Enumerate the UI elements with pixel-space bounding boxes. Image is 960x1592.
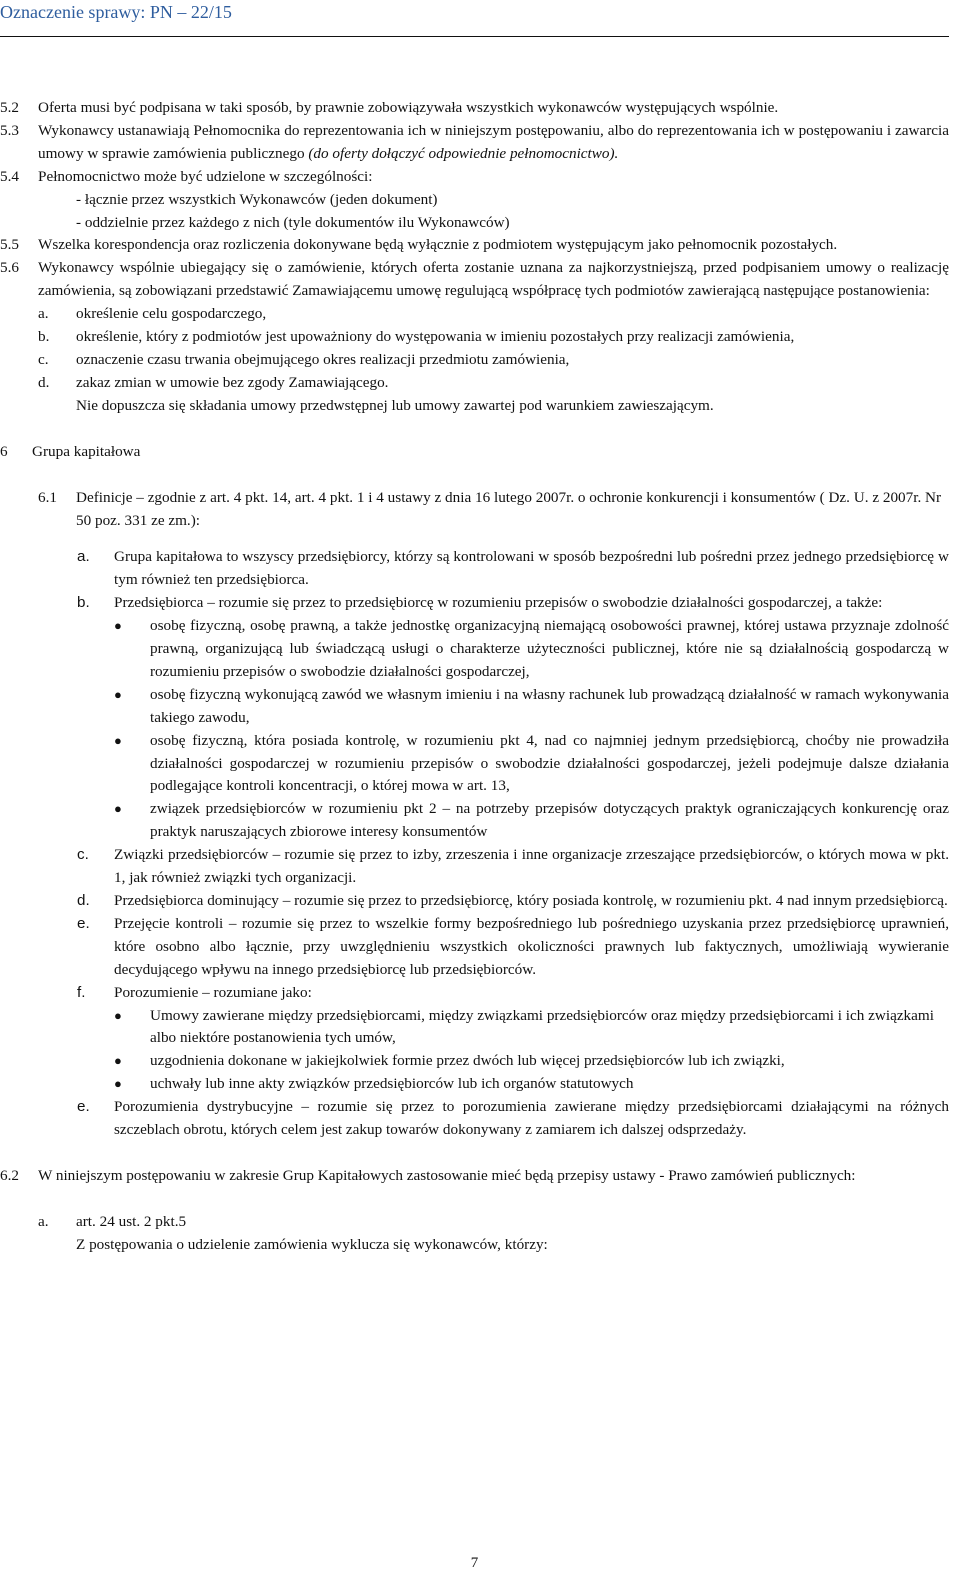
paragraph-text: Pełnomocnictwo może być udzielone w szczególności: bbox=[38, 167, 373, 185]
list-text: Porozumienia dystrybucyjne – rozumie się przez to porozumienia zawierane między przedsiębiorcami działającymi na różnych szczeblach obrotu, których celem jest zakup towarów dokonywany z zamiarem ich dalszej odsprzedaży. bbox=[114, 1098, 949, 1139]
bullet-icon: ● bbox=[114, 1076, 122, 1092]
bullet-item bbox=[114, 615, 949, 684]
list-label: a. bbox=[38, 1212, 49, 1230]
list-label: f. bbox=[77, 983, 86, 1001]
list-subtext: Z postępowania o udzielenie zamówienia wyklucza się wykonawców, którzy: bbox=[76, 1235, 548, 1253]
header-rule bbox=[0, 36, 949, 37]
bullet-text: Umowy zawierane między przedsiębiorcami, między związkami przedsiębiorców oraz między przedsiębiorcami i ich związkami albo niektóre postanowienia tych umów, bbox=[150, 1006, 934, 1047]
list-text: Przedsiębiorca – rozumie się przez to przedsiębiorcę w rozumieniu przepisów o swobodzie działalności gospodarczej, a także: bbox=[114, 594, 883, 612]
bullet-icon: ● bbox=[114, 1007, 122, 1023]
definition-item bbox=[77, 844, 949, 890]
paragraph-text: Wszelka korespondencja oraz rozliczenia dokonywane będą wyłącznie z podmiotem występującym jako pełnomocnik pozostałych. bbox=[38, 236, 838, 254]
bullet-icon: ● bbox=[114, 618, 122, 634]
bullet-icon: ● bbox=[114, 732, 122, 748]
list-label: d. bbox=[77, 892, 90, 909]
list-item bbox=[38, 326, 949, 349]
list-text: art. 24 ust. 2 pkt.5 bbox=[76, 1212, 187, 1230]
list-text: Przejęcie kontroli – rozumie się przez to wszelkie formy bezpośredniego lub pośredniego uzyskania przez przedsiębiorcę uprawnień, które osobno albo łącznie, przy uwzględnieniu wszystkich okoliczności prawnych lub faktycznych, umożliwiają wywieranie decydującego wpływu na innego przedsiębiorcę lub przedsiębiorców. bbox=[114, 914, 949, 978]
list-text: Przedsiębiorca dominujący – rozumie się przez to przedsiębiorcę, który posiada kontrolę, w rozumieniu pkt. 4 nad innym przedsiębiorcą. bbox=[114, 892, 948, 909]
bullet-text: uzgodnienia dokonane w jakiejkolwiek formie przez dwóch lub więcej przedsiębiorców lub ich związki, bbox=[150, 1052, 785, 1070]
list-text: oznaczenie czasu trwania obejmującego okres realizacji przedmiotu zamówienia, bbox=[76, 350, 570, 368]
definition-item bbox=[77, 913, 949, 982]
document-header bbox=[0, 0, 949, 24]
list-text: Porozumienie – rozumiane jako: bbox=[114, 983, 312, 1001]
definition-item bbox=[77, 592, 949, 615]
closing-note: Nie dopuszcza się składania umowy przedwstępnej lub umowy zawartej pod warunkiem zawieszającym. bbox=[76, 396, 714, 414]
paragraph-5-3 bbox=[0, 120, 949, 166]
list-label: b. bbox=[77, 594, 90, 612]
definition-item bbox=[77, 1096, 949, 1142]
bullet-text: osobę fizyczną wykonującą zawód we własnym imieniu i na własny rachunek lub prowadzącą działalność w ramach wykonywania takiego zawodu, bbox=[150, 685, 949, 726]
list-label: b. bbox=[38, 328, 50, 346]
paragraph-6-2 bbox=[0, 1165, 949, 1188]
list-label: c. bbox=[77, 846, 89, 864]
bullet-icon: ● bbox=[114, 1053, 122, 1069]
bullet-text: osobę fizyczną, osobę prawną, a także jednostkę organizacyjną niemającą osobowości prawnej, której ustawa przyznaje zdolność prawną, organizującą lub świadczącą usługi o charakterze użyteczności publicznej, które nie są działalnością gospodarczą w rozumieniu przepisów o swobodzie działalności gospodarczej, bbox=[150, 617, 949, 680]
bullet-item bbox=[114, 684, 949, 730]
section-number: 6 bbox=[0, 442, 8, 460]
list-text: zakaz zmian w umowie bez zgody Zamawiającego. bbox=[76, 373, 389, 391]
definition-item bbox=[77, 546, 949, 592]
paragraph-number: 5.2 bbox=[0, 99, 19, 116]
list-item bbox=[38, 303, 949, 326]
bullet-icon: ● bbox=[114, 801, 122, 817]
bullet-item bbox=[114, 1050, 949, 1073]
paragraph-number: 5.6 bbox=[0, 259, 19, 277]
paragraph-5-6 bbox=[0, 257, 949, 303]
page-number: 7 bbox=[470, 1555, 479, 1571]
list-label: a. bbox=[77, 548, 90, 566]
bullet-item bbox=[114, 1005, 949, 1051]
paragraph-text: Definicje – zgodnie z art. 4 pkt. 14, art. 4 pkt. 1 i 4 ustawy z dnia 16 lutego 2007r. o ochronie konkurencji i konsumentów ( Dz. U. z 2007r. Nr 50 poz. 331 ze zm.): bbox=[76, 488, 942, 529]
paragraph-text: W niniejszym postępowaniu w zakresie Grup Kapitałowych zastosowanie mieć będą przepisy ustawy - Prawo zamówień publicznych: bbox=[38, 1166, 856, 1184]
definition-item bbox=[77, 982, 949, 1005]
list-text: Grupa kapitałowa to wszyscy przedsiębiorcy, którzy są kontrolowani w sposób bezpośredni lub pośredni przez jednego przedsiębiorcę w tym również ten przedsiębiorca. bbox=[114, 548, 949, 589]
paragraph-number: 5.5 bbox=[0, 236, 19, 254]
list-text: określenie celu gospodarczego, bbox=[76, 305, 267, 323]
definition-item bbox=[77, 890, 949, 913]
list-text: Związki przedsiębiorców – rozumie się przez to izby, zrzeszenia i inne organizacje zrzeszające przedsiębiorców, o których mowa w pkt. 1, jak również związki tych organizacji. bbox=[114, 846, 949, 887]
document-body bbox=[0, 97, 949, 1257]
list-item bbox=[38, 372, 949, 395]
list-text: określenie, który z podmiotów jest upoważniony do występowania w imieniu pozostałych przy realizacji zamówienia, bbox=[76, 328, 795, 346]
list-label: e. bbox=[77, 1098, 90, 1116]
case-number: Oznaczenie sprawy: PN – 22/15 bbox=[0, 2, 232, 22]
paragraph-text: Wykonawcy wspólnie ubiegający się o zamówienie, których oferta zostanie uznana za najkorzystniejszą, przed podpisaniem umowy o realizację zamówienia, są zobowiązani przedstawić Zamawiającemu umowę regulującą współpracę tych podmiotów zawierającą następujące postanowienia: bbox=[38, 259, 949, 300]
list-label: a. bbox=[38, 305, 49, 323]
list-item bbox=[38, 349, 949, 372]
paragraph-note: (do oferty dołączyć odpowiednie pełnomocnictwo). bbox=[308, 144, 619, 162]
paragraph-text: Wykonawcy ustanawiają Pełnomocnika do reprezentowania ich w niniejszym postępowaniu, albo do reprezentowania ich w postępowaniu i zawarcia umowy w sprawie zamówienia publicznego bbox=[38, 121, 949, 162]
bullet-icon: ● bbox=[114, 686, 122, 702]
paragraph-number: 5.4 bbox=[0, 167, 19, 185]
paragraph-number: 5.3 bbox=[0, 121, 19, 139]
list-label: c. bbox=[38, 350, 49, 368]
paragraph-number: 6.1 bbox=[38, 488, 57, 506]
bullet-text: związek przedsiębiorców w rozumieniu pkt 2 – na potrzeby przepisów dotyczących praktyk ograniczających konkurencję oraz praktyk naruszających zbiorowe interesy konsumentów bbox=[150, 800, 949, 841]
list-label: e. bbox=[77, 914, 90, 932]
bullet-item bbox=[114, 1073, 949, 1096]
paragraph-5-4 bbox=[0, 166, 949, 189]
section-heading bbox=[0, 441, 949, 464]
list-item bbox=[38, 1211, 949, 1234]
dash-item: - oddzielnie przez każdego z nich (tyle dokumentów ilu Wykonawców) bbox=[76, 213, 510, 231]
paragraph-5-5 bbox=[0, 234, 949, 257]
bullet-text: osobę fizyczną, która posiada kontrolę, w rozumieniu pkt 4, nad co najmniej jednym przedsiębiorcą, choćby nie prowadziła działalności gospodarczej w rozumieniu przepisów o swobodzie działalności gospodarczej, jeżeli podejmuje dalsze działania podlegające kontroli koncentracji, o której mowa w art. 13, bbox=[150, 731, 949, 795]
dash-item: - łącznie przez wszystkich Wykonawców (jeden dokument) bbox=[76, 190, 438, 208]
paragraph-6-1 bbox=[38, 487, 949, 533]
list-label: d. bbox=[38, 373, 50, 391]
bullet-item bbox=[114, 730, 949, 799]
section-title: Grupa kapitałowa bbox=[32, 442, 141, 460]
paragraph-number: 6.2 bbox=[0, 1166, 19, 1184]
paragraph-text: Oferta musi być podpisana w taki sposób, by prawnie zobowiązywała wszystkich wykonawców występujących wspólnie. bbox=[38, 99, 779, 116]
bullet-text: uchwały lub inne akty związków przedsiębiorców lub ich organów statutowych bbox=[150, 1075, 634, 1093]
paragraph-5-2 bbox=[0, 97, 949, 120]
bullet-item bbox=[114, 798, 949, 844]
